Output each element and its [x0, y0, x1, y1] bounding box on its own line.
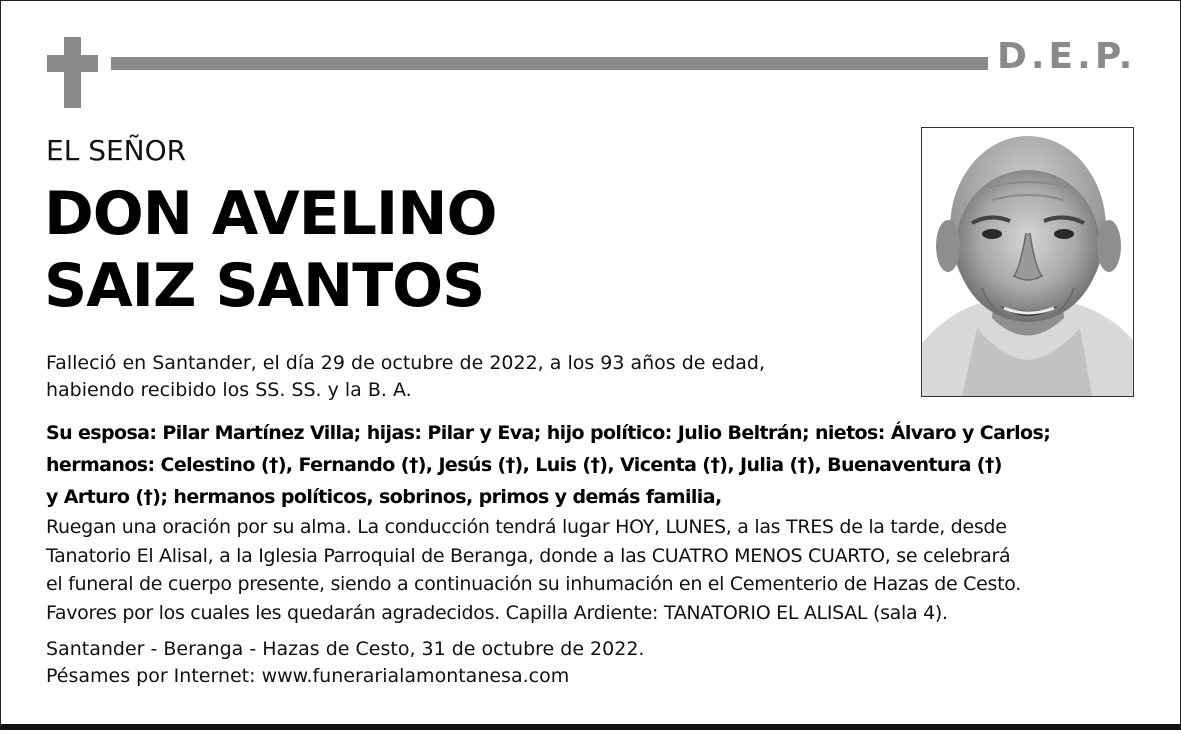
text-line: hermanos: Celestino (†), Fernando (†), Jesús (†), Luis (†), Vicenta (†), Julia (†), Buenaventura (†) — [46, 454, 1002, 476]
text-line: Ruegan una oración por su alma. La conducción tendrá lugar HOY, LUNES, a las TRES de la tarde, desde — [46, 516, 1007, 538]
honorific: EL SEÑOR — [46, 134, 187, 167]
place-date-footer — [46, 636, 644, 690]
place-date: Santander - Beranga - Hazas de Cesto, 31 de octubre de 2022. — [46, 638, 645, 660]
text-line: habiendo recibido los SS. SS. y la B. A. — [46, 379, 412, 401]
header-rule — [111, 57, 988, 70]
text-line: el funeral de cuerpo presente, siendo a continuación su inhumación en el Cementerio de Hazas de Cesto. — [46, 573, 1021, 595]
ceremony-details — [46, 513, 1156, 627]
dep-label: D.E.P. — [997, 36, 1137, 77]
name-line: DON AVELINO — [44, 179, 497, 249]
text-line: Falleció en Santander, el día 29 de octubre de 2022, a los 93 años de edad, — [46, 352, 766, 374]
text-line: Favores por los cuales les quedarán agradecidos. Capilla Ardiente: TANATORIO EL ALISAL (sala 4). — [46, 601, 948, 624]
cross-icon — [64, 37, 81, 108]
portrait-photo — [921, 127, 1134, 397]
portrait-icon — [922, 128, 1133, 396]
name-line: SAIZ SANTOS — [44, 251, 485, 321]
family-list — [46, 417, 1146, 513]
text-line: y Arturo (†); hermanos políticos, sobrinos, primos y demás familia, — [46, 486, 722, 508]
cross-icon-bar — [47, 55, 98, 72]
deceased-name — [44, 178, 496, 322]
death-notice — [46, 350, 765, 404]
condolences-website: Pésames por Internet: www.funerarialamontanesa.com — [46, 665, 570, 687]
text-line: Su esposa: Pilar Martínez Villa; hijas: Pilar y Eva; hijo político: Julio Beltrán; nietos: Álvaro y Carlos; — [46, 422, 1051, 444]
text-line: Tanatorio El Alisal, a la Iglesia Parroquial de Beranga, donde a las CUATRO MENOS CUARTO, se celebrará — [46, 544, 1011, 567]
